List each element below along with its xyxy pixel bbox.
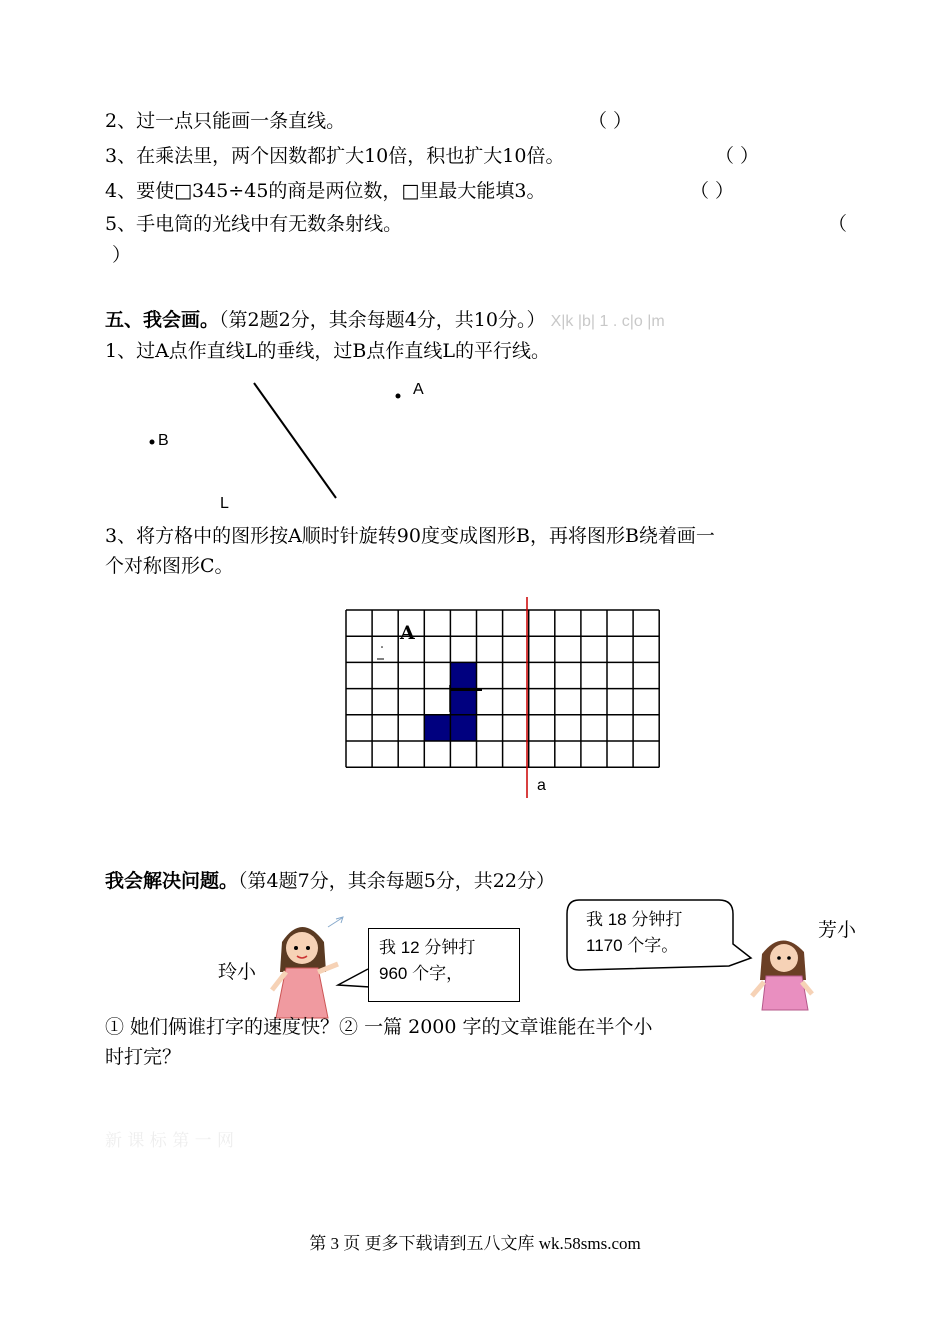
speech-bubble-right: [586, 907, 682, 959]
judge-item-5: 5、手电筒的光线中有无数条射线。: [105, 213, 403, 235]
name-left: 玲小: [218, 961, 257, 983]
bubble-left-line2: 960 个字，: [379, 964, 464, 983]
answer-paren-3[interactable]: （ ）: [715, 145, 760, 167]
page-footer: 第 3 页 更多下载请到五八文库 wk.58sms.com: [309, 1234, 641, 1253]
section6-note: （第4题7分，其余每题5分，共22分）: [238, 870, 555, 892]
answer-paren-4[interactable]: （ ）: [690, 180, 735, 202]
section6-title: 我会解决问题。: [105, 870, 239, 892]
problem-question-line1: ① 她们俩谁打字的速度快？② 一篇 2000 字的文章谁能在半个小: [105, 1016, 653, 1038]
bubble-right-line1: 我 18 分钟打: [586, 910, 683, 929]
point-a-label: A: [413, 381, 424, 398]
shape-a: [424, 663, 482, 741]
section5-q3-line2: 个对称图形C。: [105, 555, 234, 577]
bubble-right-line2: 1170 个字。: [586, 936, 679, 955]
answer-paren-2[interactable]: （ ）: [588, 110, 633, 132]
section5-title: 五、我会画。: [105, 309, 220, 331]
speech-bubble-left: [368, 928, 520, 1002]
grid-lines: [346, 610, 659, 767]
rotation-center-dot: [381, 646, 383, 648]
bubble-left-line1: 我 12 分钟打: [379, 938, 476, 957]
judge-item-3: 3、在乘法里，两个因数都扩大10倍，积也扩大10倍。: [105, 145, 565, 167]
section5-q1: 1、过A点作直线L的垂线，过B点作直线L的平行线。: [105, 340, 551, 362]
section6-heading: [105, 866, 555, 893]
section5-note: （第2题2分，其余每题4分，共10分。）: [219, 309, 546, 331]
section5-q3-line1: 3、将方格中的图形按A顺时针旋转90度变成图形B，再将图形B绕着画一: [105, 525, 715, 547]
grid-label-a: A: [400, 622, 415, 644]
girl-right-illustration: [748, 930, 818, 1012]
judge-item-4: 4、要使□345÷45的商是两位数，□里最大能填3。: [105, 180, 546, 202]
point-b-label: B: [158, 432, 169, 449]
name-right: 芳小: [818, 919, 857, 941]
watermark-2: 新 课 标 第 一 网: [105, 1131, 235, 1151]
answer-paren-5-open[interactable]: （: [828, 213, 848, 235]
judge-item-2: 2、过一点只能画一条直线。: [105, 110, 346, 132]
answer-paren-5-close: ）: [112, 244, 132, 266]
line-l-label: L: [220, 495, 229, 512]
watermark: X|k |b| 1 . c|o |m: [550, 313, 665, 330]
axis-label-a: a: [537, 777, 546, 794]
problem-question-line2: 时打完？: [105, 1046, 182, 1068]
